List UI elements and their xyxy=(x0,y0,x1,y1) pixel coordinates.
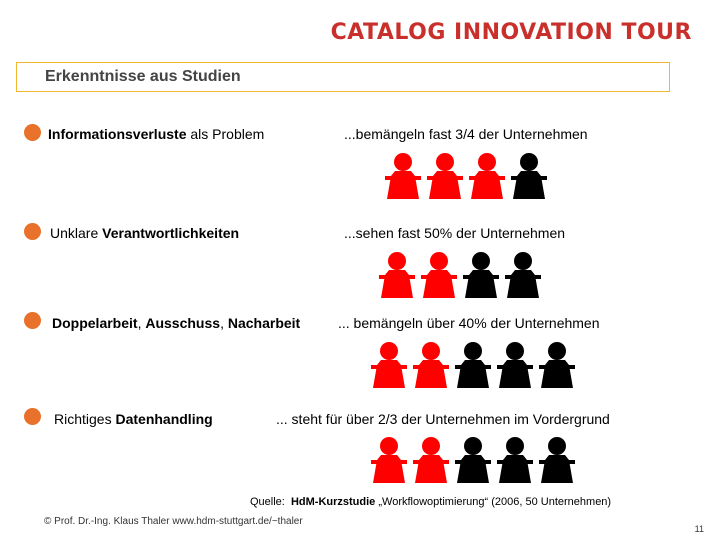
row-label xyxy=(54,411,213,427)
person-icon xyxy=(410,436,452,484)
page-number: 11 xyxy=(694,524,704,534)
row-label-part: , xyxy=(220,315,228,331)
row-label-part: , xyxy=(137,315,146,331)
source-details: „Workflowoptimierung“ (2006, 50 Unternehmen) xyxy=(375,496,612,508)
person-icon xyxy=(424,152,466,200)
bullet-icon xyxy=(24,312,41,329)
row-label-part: als Problem xyxy=(186,126,265,142)
person-icon xyxy=(536,436,578,484)
bullet-icon xyxy=(24,124,41,141)
row-label-part: Doppelarbeit xyxy=(52,315,138,331)
person-icon xyxy=(368,436,410,484)
bullet-icon xyxy=(24,408,41,425)
bullet-icon xyxy=(24,223,41,240)
figure-row xyxy=(376,251,544,299)
row-stat: ...sehen fast 50% der Unternehmen xyxy=(344,225,566,241)
row-stat: ... steht für über 2/3 der Unternehmen im Vordergrund xyxy=(276,411,610,427)
row-label-part: Informationsverluste xyxy=(48,126,187,142)
person-icon xyxy=(536,341,578,389)
row-stat: ...bemängeln fast 3/4 der Unternehmen xyxy=(344,126,588,142)
source-study-name: HdM-Kurzstudie xyxy=(290,496,376,508)
figure-row xyxy=(368,341,578,389)
person-icon xyxy=(410,341,452,389)
source-prefix: Quelle: xyxy=(250,496,291,508)
brand-title: CATALOG INNOVATION TOUR xyxy=(330,20,692,45)
row-label-part: Richtiges xyxy=(54,411,116,427)
row-label-part: Ausschuss xyxy=(145,315,221,331)
person-icon xyxy=(452,341,494,389)
person-icon xyxy=(460,251,502,299)
person-icon xyxy=(452,436,494,484)
person-icon xyxy=(466,152,508,200)
footer-copyright: © Prof. Dr.-Ing. Klaus Thaler www.hdm-stuttgart.de/~thaler xyxy=(44,516,303,527)
source-citation xyxy=(250,496,611,508)
row-label-part: Verantwortlichkeiten xyxy=(102,225,240,241)
row-label xyxy=(52,315,300,331)
person-icon xyxy=(418,251,460,299)
person-icon xyxy=(494,341,536,389)
figure-row xyxy=(382,152,550,200)
person-icon xyxy=(494,436,536,484)
person-icon xyxy=(508,152,550,200)
row-label-part: Nacharbeit xyxy=(227,315,301,331)
person-icon xyxy=(502,251,544,299)
slide-title: Erkenntnisse aus Studien xyxy=(45,68,241,85)
figure-row xyxy=(368,436,578,484)
row-label xyxy=(48,126,264,142)
person-icon xyxy=(368,341,410,389)
person-icon xyxy=(376,251,418,299)
slide-title-box xyxy=(16,62,670,92)
person-icon xyxy=(382,152,424,200)
row-label-part: Unklare xyxy=(50,225,103,241)
row-stat: ... bemängeln über 40% der Unternehmen xyxy=(338,315,600,331)
row-label xyxy=(50,225,239,241)
row-label-part: Datenhandling xyxy=(115,411,213,427)
